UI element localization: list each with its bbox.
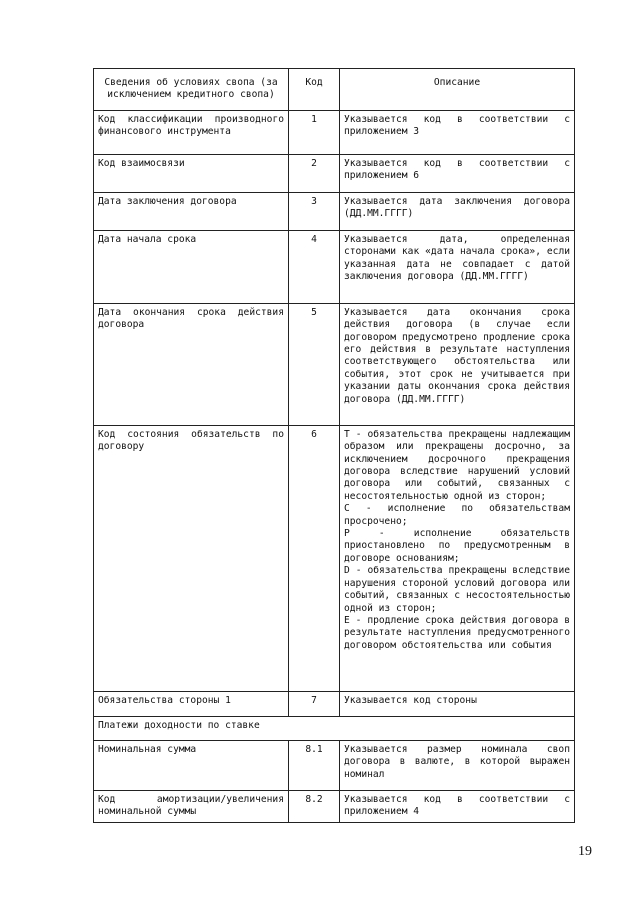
table-row [94, 691, 575, 716]
section-row [94, 716, 575, 740]
status-code-c: C - исполнение по обязательствам просрочено; [344, 503, 570, 527]
row-code: 8.2 [289, 790, 340, 822]
row-code: 1 [289, 110, 340, 154]
row-name: Код амортизации/увеличения номинальной суммы [94, 790, 289, 822]
row-description: Указывается дата окончания срока действия договора (в случае если договором предусмотрено продление срока его действия в результате наступления соответствующего обстоятельства или события, этот срок не учитывается при указании даты окончания срока действия договора (ДД.ММ.ГГГГ) [340, 303, 575, 425]
table-row [94, 425, 575, 691]
row-code: 2 [289, 154, 340, 192]
table-row [94, 192, 575, 230]
row-description: Указывается код в соответствии с приложением 3 [340, 110, 575, 154]
section-title: Платежи доходности по ставке [94, 716, 575, 740]
header-description: Описание [340, 69, 575, 111]
row-name: Код взаимосвязи [94, 154, 289, 192]
status-code-d: D - обязательства прекращены вследствие нарушения стороной условий договора или событий, связанных с несостоятельностью одной из сторон; [344, 565, 570, 614]
row-name: Дата заключения договора [94, 192, 289, 230]
row-code: 3 [289, 192, 340, 230]
page-number: 19 [578, 844, 592, 859]
table-row [94, 740, 575, 790]
row-description: Указывается дата, определенная сторонами как «дата начала срока», если указанная дата не совпадает с датой заключения договора (ДД.ММ.ГГГГ) [340, 230, 575, 303]
row-description: Указывается код в соответствии с приложением 6 [340, 154, 575, 192]
table-row [94, 230, 575, 303]
status-code-p: P - исполнение обязательств приостановлено по предусмотренным в договоре основаниям; [344, 528, 570, 564]
status-code-e: E - продление срока действия договора в результате наступления предусмотренного договором обстоятельства или события [344, 614, 570, 651]
row-name: Обязательства стороны 1 [94, 691, 289, 716]
row-description: Указывается дата заключения договора (ДД.ММ.ГГГГ) [340, 192, 575, 230]
row-name: Номинальная сумма [94, 740, 289, 790]
row-description-list [340, 425, 575, 691]
table-row [94, 110, 575, 154]
row-name: Код состояния обязательств по договору [94, 425, 289, 691]
table-header-row [94, 69, 575, 111]
status-code-t: T - обязательства прекращены надлежащим образом или прекращены досрочно, за исключением досрочного прекращения договора вследствие нарушений условий договора или событий, связанных с несостоятельностью одной из сторон; [344, 428, 570, 502]
row-name: Дата окончания срока действия договора [94, 303, 289, 425]
row-name: Дата начала срока [94, 230, 289, 303]
swap-conditions-table [93, 68, 575, 823]
row-code: 4 [289, 230, 340, 303]
row-description: Указывается размер номинала своп договора в валюте, в которой выражен номинал [340, 740, 575, 790]
table-row [94, 790, 575, 822]
row-description: Указывается код стороны [340, 691, 575, 716]
header-code: Код [289, 69, 340, 111]
row-code: 8.1 [289, 740, 340, 790]
table-row [94, 154, 575, 192]
row-code: 6 [289, 425, 340, 691]
row-code: 7 [289, 691, 340, 716]
table-row [94, 303, 575, 425]
row-code: 5 [289, 303, 340, 425]
row-description: Указывается код в соответствии с приложением 4 [340, 790, 575, 822]
header-conditions: Сведения об условиях свопа (за исключением кредитного свопа) [94, 69, 289, 111]
row-name: Код классификации производного финансового инструмента [94, 110, 289, 154]
